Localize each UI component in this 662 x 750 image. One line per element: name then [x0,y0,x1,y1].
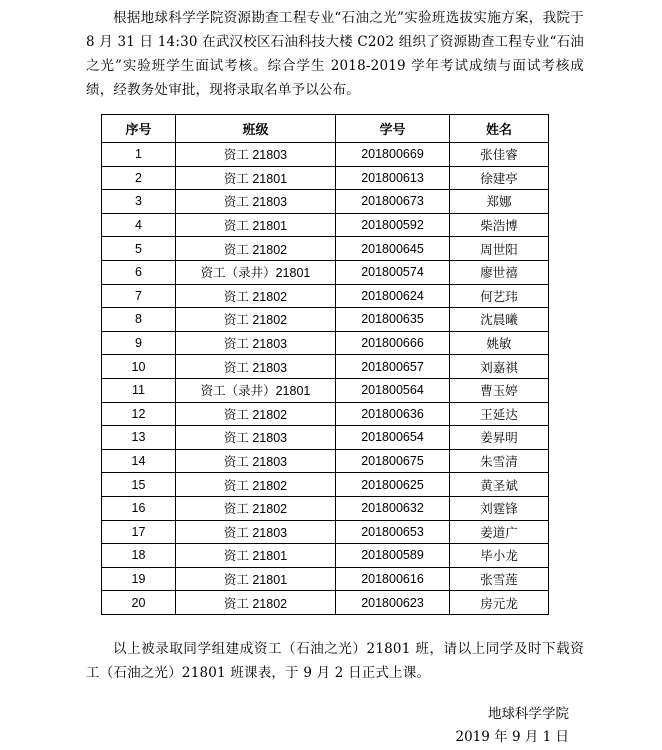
cell-student-id: 201800669 [336,143,450,167]
cell-name: 郑娜 [450,190,549,214]
cell-student-id: 201800574 [336,260,450,284]
cell-student-id: 201800675 [336,449,450,473]
cell-name: 何艺玮 [450,284,549,308]
cell-seq: 9 [102,331,176,355]
admission-table [101,114,549,615]
cell-name: 王延达 [450,402,549,426]
table-row [102,331,549,355]
cell-seq: 4 [102,213,176,237]
table-row [102,449,549,473]
cell-seq: 16 [102,496,176,520]
cell-class: 资工 21801 [176,166,336,190]
cell-student-id: 201800635 [336,308,450,332]
cell-class: 资工 21802 [176,591,336,615]
table-row [102,473,549,497]
cell-class: 资工 21803 [176,449,336,473]
cell-name: 毕小龙 [450,544,549,568]
cell-seq: 17 [102,520,176,544]
signature-date: 2019 年 9 月 1 日 [455,729,569,745]
table-row [102,355,549,379]
cell-student-id: 201800645 [336,237,450,261]
cell-class: 资工 21802 [176,402,336,426]
cell-class: 资工（录井）21801 [176,378,336,402]
table-row [102,520,549,544]
cell-class: 资工 21803 [176,143,336,167]
cell-seq: 15 [102,473,176,497]
cell-class: 资工 21801 [176,213,336,237]
cell-seq: 6 [102,260,176,284]
cell-class: 资工（录井）21801 [176,260,336,284]
cell-student-id: 201800623 [336,591,450,615]
cell-student-id: 201800592 [336,213,450,237]
table-row [102,143,549,167]
cell-name: 徐建亭 [450,166,549,190]
signature-block [456,703,570,749]
cell-class: 资工 21802 [176,284,336,308]
cell-class: 资工 21801 [176,567,336,591]
cell-name: 周世阳 [450,237,549,261]
intro-paragraph: 根据地球科学学院资源勘查工程专业“石油之光”实验班选拔实施方案，我院于 8 月 31 日 14:30 在武汉校区石油科技大楼 C202 组织了资源勘查工程专业“石油之光”实验班学生面试考核。综合学生 2018-2019 学年考试成绩与面试考核成绩，经教务处审批，现将录取名单予以公布。 [86,10,584,98]
cell-seq: 1 [102,143,176,167]
cell-name: 刘霆锋 [450,496,549,520]
cell-class: 资工 21803 [176,426,336,450]
cell-seq: 12 [102,402,176,426]
cell-class: 资工 21802 [176,473,336,497]
cell-class: 资工 21801 [176,544,336,568]
table-row [102,213,549,237]
cell-name: 张雪莲 [450,567,549,591]
cell-name: 朱雪清 [450,449,549,473]
cell-name: 姚敏 [450,331,549,355]
table-row [102,378,549,402]
table-row [102,190,549,214]
cell-student-id: 201800654 [336,426,450,450]
cell-name: 房元龙 [450,591,549,615]
cell-name: 曹玉婷 [450,378,549,402]
cell-seq: 13 [102,426,176,450]
table-row [102,166,549,190]
cell-student-id: 201800632 [336,496,450,520]
header-seq: 序号 [102,115,176,143]
cell-class: 资工 21803 [176,331,336,355]
cell-seq: 2 [102,166,176,190]
cell-seq: 20 [102,591,176,615]
cell-seq: 18 [102,544,176,568]
header-class: 班级 [176,115,336,143]
cell-student-id: 201800613 [336,166,450,190]
table-row [102,308,549,332]
cell-student-id: 201800564 [336,378,450,402]
cell-seq: 11 [102,378,176,402]
cell-student-id: 201800666 [336,331,450,355]
table-row [102,260,549,284]
cell-student-id: 201800636 [336,402,450,426]
cell-class: 资工 21803 [176,520,336,544]
cell-seq: 7 [102,284,176,308]
cell-name: 刘嘉祺 [450,355,549,379]
table-header-row [102,115,549,143]
cell-name: 姜昇明 [450,426,549,450]
cell-name: 张佳睿 [450,143,549,167]
table-row [102,496,549,520]
cell-name: 沈晨曦 [450,308,549,332]
cell-seq: 19 [102,567,176,591]
table-row [102,544,549,568]
cell-name: 柴浩博 [450,213,549,237]
cell-class: 资工 21803 [176,355,336,379]
cell-student-id: 201800624 [336,284,450,308]
table-row [102,237,549,261]
cell-student-id: 201800589 [336,544,450,568]
table-row [102,426,549,450]
cell-student-id: 201800657 [336,355,450,379]
table-row [102,567,549,591]
header-student-id: 学号 [336,115,450,143]
cell-class: 资工 21802 [176,237,336,261]
table-body [102,143,549,615]
cell-class: 资工 21803 [176,190,336,214]
cell-seq: 10 [102,355,176,379]
cell-seq: 8 [102,308,176,332]
header-name: 姓名 [450,115,549,143]
cell-class: 资工 21802 [176,308,336,332]
cell-seq: 14 [102,449,176,473]
cell-student-id: 201800653 [336,520,450,544]
table-row [102,284,549,308]
cell-name: 黄圣斌 [450,473,549,497]
table-row [102,591,549,615]
signature-organization: 地球科学学院 [488,706,569,722]
cell-seq: 3 [102,190,176,214]
table-row [102,402,549,426]
closing-paragraph: 以上被录取同学组建成资工（石油之光）21801 班，请以上同学及时下载资工（石油之光）21801 班课表，于 9 月 2 日正式上课。 [86,641,584,681]
cell-class: 资工 21802 [176,496,336,520]
cell-name: 廖世禧 [450,260,549,284]
cell-seq: 5 [102,237,176,261]
cell-student-id: 201800673 [336,190,450,214]
cell-student-id: 201800625 [336,473,450,497]
cell-name: 姜道广 [450,520,549,544]
cell-student-id: 201800616 [336,567,450,591]
